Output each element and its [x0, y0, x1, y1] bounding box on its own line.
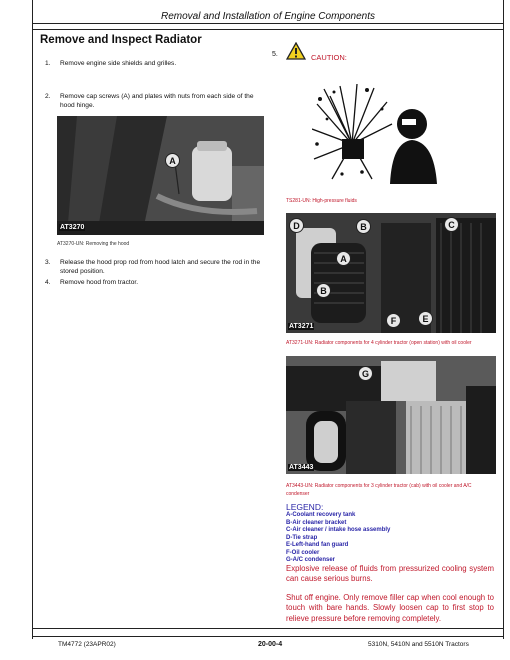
step-number: 1. — [45, 60, 51, 67]
footer-doc-id: TM4772 (23APR02) — [58, 641, 116, 648]
footer-models: 5310N, 5410N and 5510N Tractors — [368, 641, 469, 648]
page-header: Removal and Installation of Engine Components — [160, 11, 376, 22]
step-text: Release the hood prop rod from hood latch and secure the rod in the stored position. — [60, 259, 261, 275]
legend-item: G-A/C condenser — [286, 557, 336, 563]
caution-label: CAUTION: — [311, 53, 347, 62]
figure-caption: AT3270-UN: Removing the hood — [57, 241, 130, 247]
radiator-3cyl-illustration — [286, 356, 496, 474]
step-number: 3. — [45, 259, 51, 266]
callout-a: A — [165, 153, 180, 168]
figure-tag: AT3271 — [289, 323, 314, 330]
section-title: Remove and Inspect Radiator — [40, 34, 202, 46]
figure-caption: AT3271-UN: Radiator components for 4 cylinder tractor (open station) with oil cooler — [286, 340, 472, 346]
step-number: 2. — [45, 93, 51, 100]
figure-tag: AT3270 — [60, 224, 85, 231]
radiator-4cyl-photo — [286, 213, 496, 333]
step-text: Remove cap screws (A) and plates with nuts from each side of the hood hinge. — [60, 93, 254, 109]
legend-item: B-Air cleaner bracket — [286, 519, 347, 526]
legend — [286, 502, 496, 565]
warning-text-1: Explosive release of fluids from pressurized cooling system can cause serious burns. — [286, 564, 494, 584]
callout-g: G — [358, 366, 373, 381]
callout-c: C — [444, 217, 459, 232]
callout-a: A — [336, 251, 351, 266]
legend-item: F-Oil cooler — [286, 549, 320, 556]
figure-caption: AT3443-UN: Radiator components for 3 cylinder tractor (cab) with oil cooler and A/C condenser — [286, 483, 472, 497]
step-text: Remove engine side shields and grilles. — [60, 60, 177, 67]
step-5-number: 5. — [272, 51, 278, 58]
legend-item: E-Left-hand fan guard — [286, 542, 349, 548]
step-number: 4. — [45, 279, 51, 286]
radiator-3cyl-photo — [286, 356, 496, 474]
legend-item: A-Coolant recovery tank — [286, 512, 356, 518]
callout-d: D — [289, 218, 304, 233]
hood-removal-photo — [57, 116, 264, 235]
footer-page-number: 20-00-4 — [258, 641, 283, 648]
figure-tag: AT3443 — [289, 464, 314, 471]
step-text: Remove hood from tractor. — [60, 279, 139, 286]
footer-rule — [32, 636, 504, 637]
callout-b: B — [316, 283, 331, 298]
legend-item: D-Tie strap — [286, 534, 318, 541]
header-rule — [32, 23, 504, 24]
hood-removal-illustration — [57, 116, 264, 235]
warning-text-2: Shut off engine. Only remove filler cap when cool enough to touch with bare hands. Slowly loosen cap to first stop to relieve pressure before removing completely. — [286, 593, 494, 623]
figure-caption: TS281-UN: High-pressure fluids — [286, 198, 357, 204]
high-pressure-fluid-icon — [312, 84, 437, 184]
warning-triangle-icon — [286, 42, 306, 60]
legend-title: LEGEND: — [286, 502, 324, 512]
callout-e: E — [418, 311, 433, 326]
callout-f: F — [386, 313, 401, 328]
callout-b: B — [356, 219, 371, 234]
legend-item: C-Air cleaner / intake hose assembly — [286, 527, 391, 533]
